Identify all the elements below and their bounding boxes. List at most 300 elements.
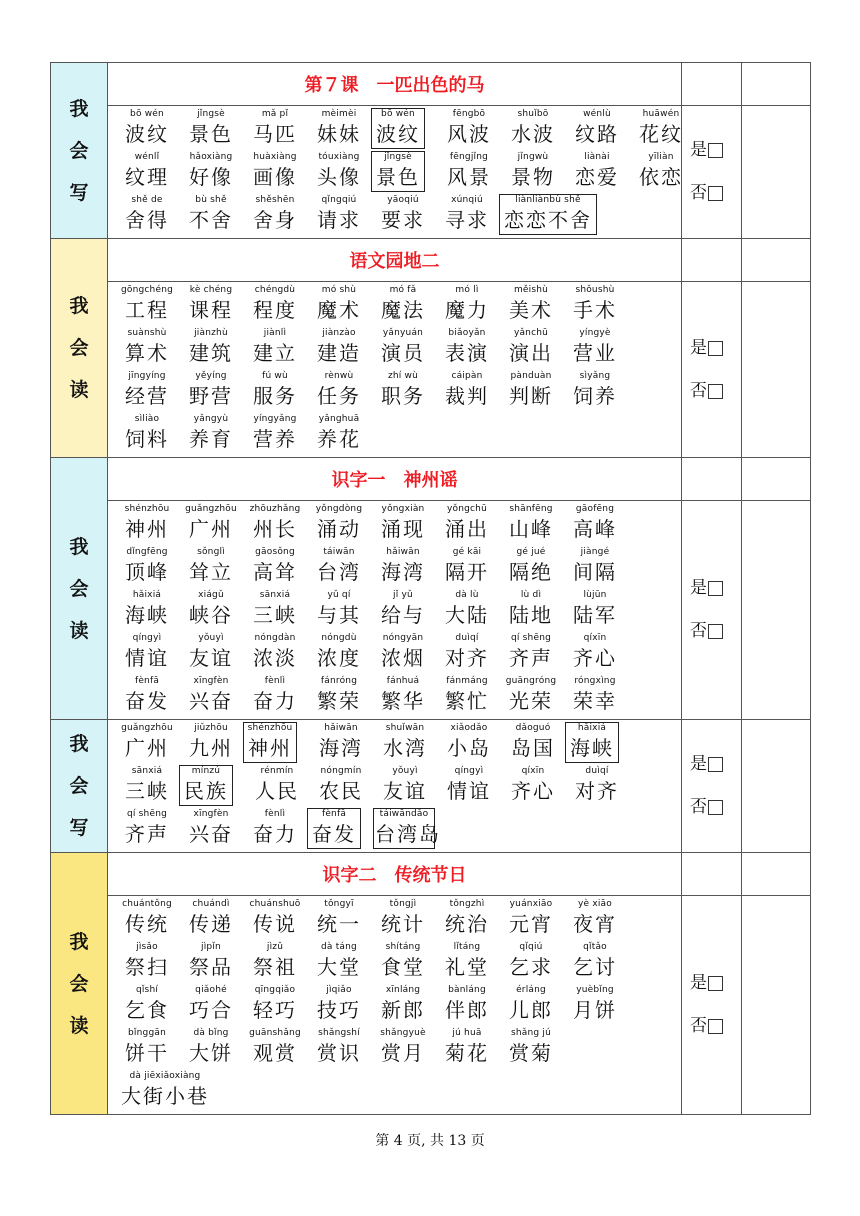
pinyin: fú wù [262,371,288,381]
hanzi: 奋发 [312,822,356,846]
vocab-word [565,109,629,148]
section-side-label [51,458,108,720]
pinyin: yǎnchū [513,328,549,338]
blank-cell [682,239,742,282]
blank-cell [742,501,811,720]
vocab-word [243,590,307,629]
pinyin: qǐqiú [519,942,543,952]
pinyin: táiwān [323,547,355,557]
hanzi: 台湾 [317,560,361,584]
pinyin: shǎng jú [511,1028,551,1038]
hanzi: 饼干 [125,1041,169,1065]
pinyin: fènlì [264,809,286,819]
pinyin: wénlù [583,109,611,119]
pinyin: rènwù [324,371,354,381]
word-row [115,195,681,238]
vocab-word [563,504,627,543]
vocab-word [371,1028,435,1067]
vocab-word [371,328,435,367]
vocab-word [179,328,243,367]
pinyin: qīngqiǎo [254,985,296,995]
pinyin: wénlǐ [134,152,160,162]
checklist-table [50,62,811,1115]
pinyin: sìyǎng [579,371,611,381]
vocab-word [435,899,499,938]
blank-cell [742,896,811,1115]
vocab-word [307,590,371,629]
vocab-word [501,723,565,762]
side-char: 我 [69,733,89,755]
pinyin: qí shēng [126,809,168,819]
pinyin: jǐngsè [384,152,412,162]
pinyin: nóngyān [382,633,424,643]
vocab-word [307,899,371,938]
boxed-word [307,808,361,849]
pinyin: shě de [131,195,163,205]
pinyin: guǎngzhōu [121,723,173,733]
pinyin: lǐtáng [453,942,481,952]
yes-option[interactable] [690,567,741,610]
hanzi: 波纹 [125,122,169,146]
pinyin: chuándì [192,899,230,909]
hanzi: 水波 [511,122,555,146]
vocab-word [115,590,179,629]
hanzi: 海湾 [319,736,363,760]
hanzi: 乞食 [125,998,169,1022]
side-char: 写 [69,817,89,839]
checkbox-icon[interactable] [708,976,723,991]
vocab-word [179,504,243,543]
vocab-word [435,633,499,672]
pinyin: xiǎodǎo [450,723,488,733]
pinyin: mó lì [455,285,479,295]
vocab-word [499,504,563,543]
pinyin: jìsǎo [136,942,158,952]
vocab-word [307,285,371,324]
hanzi: 元宵 [509,912,553,936]
pinyin: róngxìng [574,676,616,686]
hanzi: 马匹 [253,122,297,146]
vocab-word [115,676,179,715]
yes-option[interactable] [690,129,741,172]
pinyin: xiágǔ [198,590,224,600]
hanzi: 演员 [381,341,425,365]
hanzi: 裁判 [445,384,489,408]
word-row [115,547,681,590]
blank-cell [682,63,742,106]
pinyin: tǒngjì [389,899,417,909]
pinyin: érláng [516,985,546,995]
pinyin: lùjūn [583,590,607,600]
vocab-word [115,195,179,234]
pinyin: yǒuyì [198,633,224,643]
no-option[interactable] [690,610,741,653]
section-title: 语文园地二 [108,239,682,282]
hanzi: 营养 [253,427,297,451]
vocab-word [435,371,499,410]
option-label: 是 [690,754,707,774]
word-row [115,590,681,633]
vocab-word [371,504,435,543]
hanzi: 观赏 [253,1041,297,1065]
word-row [115,899,681,942]
vocab-word [243,985,307,1024]
vocab-word [179,547,243,586]
vocab-word [435,942,499,981]
hanzi: 恋爱 [575,165,619,189]
page-footer: 第 4 页, 共 13 页 [375,1133,485,1149]
vocab-word [115,328,179,367]
vocab-word [435,328,499,367]
pinyin: duìqí [455,633,479,643]
hanzi: 营业 [573,341,617,365]
hanzi: 光荣 [509,689,553,713]
vocab-word [371,985,435,1024]
vocab-word [435,504,499,543]
pinyin: bànláng [448,985,486,995]
hanzi: 伴郎 [445,998,489,1022]
hanzi: 经营 [125,384,169,408]
pinyin: shuǐbō [517,109,549,119]
hanzi: 舍身 [253,208,297,232]
vocab-word [563,899,627,938]
hanzi: 祭祖 [253,955,297,979]
pinyin: jīngyíng [128,371,166,381]
vocab-word [371,547,435,586]
pinyin: qiǎohé [195,985,227,995]
word-row [115,152,681,195]
hanzi: 景色 [189,122,233,146]
vocab-word [179,633,243,672]
vocab-word [501,109,565,148]
vocab-word [563,942,627,981]
pinyin: xīnláng [385,985,421,995]
boxed-word [565,722,619,763]
section-side-label [51,853,108,1115]
hanzi: 依恋 [639,165,683,189]
pinyin: guǎngzhōu [185,504,237,514]
hanzi: 涌现 [381,517,425,541]
vocab-word [115,809,179,848]
pinyin: qí shēng [510,633,552,643]
hanzi: 野营 [189,384,233,408]
hanzi: 传递 [189,912,233,936]
no-option[interactable] [690,1005,741,1048]
hanzi: 顶峰 [125,560,169,584]
section-title: 第７课 一匹出色的马 [108,63,682,106]
pinyin: yǔ qí [327,590,351,600]
pinyin: pànduàn [510,371,552,381]
checkbox-icon[interactable] [708,143,723,158]
hanzi: 饲养 [573,384,617,408]
hanzi: 手术 [573,298,617,322]
hanzi: 赏月 [381,1041,425,1065]
pinyin: yè xiāo [578,899,612,909]
vocab-word [115,942,179,981]
vocab-word [435,590,499,629]
blank-cell [742,282,811,458]
pinyin: nóngdàn [254,633,296,643]
vocab-word [307,1028,371,1067]
pinyin: bō wén [130,109,164,119]
boxed-word [179,765,233,806]
pinyin: chuánshuō [249,899,301,909]
word-area [108,501,682,720]
word-row [115,633,681,676]
blank-cell [742,63,811,106]
hanzi: 州长 [253,517,297,541]
vocab-word [307,504,371,543]
vocab-word [371,285,435,324]
pinyin: chéngdù [254,285,296,295]
option-label: 否 [690,380,707,401]
pinyin: fènfā [134,676,160,686]
hanzi: 表演 [445,341,489,365]
vocab-word [563,547,627,586]
no-option[interactable] [690,172,741,215]
boxed-word [371,108,425,149]
hanzi: 高耸 [253,560,297,584]
hanzi: 浓度 [317,646,361,670]
vocab-word [179,590,243,629]
pinyin: mó shù [321,285,357,295]
vocab-word [371,195,435,234]
pinyin: měishù [513,285,549,295]
yes-option[interactable] [690,327,741,370]
yes-option[interactable] [690,743,741,786]
blank-cell [742,458,811,501]
vocab-word [115,766,179,805]
hanzi: 养花 [317,427,361,451]
yes-option[interactable] [690,962,741,1005]
vocab-word [373,766,437,805]
checkbox-icon[interactable] [708,624,723,639]
pinyin: bō wén [381,109,415,119]
hanzi: 友谊 [189,646,233,670]
vocab-word [435,985,499,1024]
hanzi: 岛国 [511,736,555,760]
checkbox-icon[interactable] [708,1019,723,1034]
hanzi: 海峡 [570,736,614,760]
vocab-word [437,109,501,148]
hanzi: 饲料 [125,427,169,451]
pinyin: jìqiǎo [326,985,352,995]
vocab-word [243,547,307,586]
pinyin: fènlì [264,676,286,686]
pinyin: nóngmín [320,766,362,776]
pinyin: qíxīn [521,766,545,776]
hanzi: 兴奋 [189,822,233,846]
vocab-word [115,504,179,543]
hanzi: 食堂 [381,955,425,979]
vocab-word [115,633,179,672]
pinyin: yíngyǎng [253,414,297,424]
pinyin: shuǐwān [385,723,425,733]
pinyin: guānshǎng [249,1028,301,1038]
hanzi: 恋恋不舍 [504,208,592,232]
pinyin: yuánxiāo [509,899,553,909]
no-option[interactable] [690,370,741,413]
pinyin: chuántǒng [122,899,172,909]
pinyin: yǎngyù [193,414,229,424]
hanzi: 齐声 [125,822,169,846]
hanzi: 风波 [447,122,491,146]
hanzi: 波纹 [376,122,420,146]
vocab-word [563,676,627,715]
hanzi: 海湾 [381,560,425,584]
hanzi: 儿郎 [509,998,553,1022]
hanzi: 传统 [125,912,169,936]
vocab-word [373,723,437,762]
vocab-word [243,371,307,410]
boxed-word [499,194,597,235]
blank-cell [742,720,811,853]
hanzi: 神州 [248,736,292,760]
pinyin: hǎoxiàng [189,152,233,162]
pinyin: yīliàn [648,152,674,162]
vocab-word [499,371,563,410]
pinyin: mǎ pǐ [261,109,289,119]
option-label: 是 [690,337,707,358]
pinyin: dǎoguó [515,723,551,733]
vocab-word [245,766,309,805]
checkbox-icon[interactable] [708,384,723,399]
yes-no-check [682,501,742,720]
vocab-word [243,676,307,715]
side-char: 会 [69,775,89,797]
hanzi: 魔力 [445,298,489,322]
pinyin: jǐ yǔ [393,590,413,600]
hanzi: 统治 [445,912,489,936]
side-char: 读 [69,1014,89,1037]
no-option[interactable] [690,786,741,829]
checkbox-icon[interactable] [708,341,723,356]
pinyin: nóngdù [321,633,357,643]
hanzi: 赏识 [317,1041,361,1065]
vocab-word [115,414,179,453]
section-side-label [51,63,108,239]
word-area [108,282,682,458]
hanzi: 峡谷 [189,603,233,627]
vocab-word [371,942,435,981]
hanzi: 传说 [253,912,297,936]
side-char: 会 [69,139,89,162]
pinyin: jiànzhù [194,328,228,338]
pinyin: fènfā [321,809,347,819]
hanzi: 大陆 [445,603,489,627]
pinyin: fánróng [320,676,358,686]
checkbox-icon[interactable] [708,186,723,201]
pinyin: jǐngwù [517,152,549,162]
hanzi: 情谊 [125,646,169,670]
word-row [115,985,681,1028]
hanzi: 建造 [317,341,361,365]
hanzi: 奋力 [253,822,297,846]
hanzi: 夜宵 [573,912,617,936]
word-area [108,896,682,1115]
pinyin: dà jiēxiǎoxiàng [129,1071,201,1081]
hanzi: 齐心 [573,646,617,670]
option-label: 否 [690,1016,707,1036]
vocab-word [499,590,563,629]
vocab-word [499,285,563,324]
pinyin: hǎiwān [386,547,420,557]
pinyin: bǐnggān [128,1028,166,1038]
pinyin: dà lù [455,590,479,600]
hanzi: 大街小巷 [121,1084,209,1108]
vocab-word [499,676,563,715]
pinyin: duìqí [585,766,609,776]
word-row [115,504,681,547]
hanzi: 不舍 [189,208,233,232]
hanzi: 隔开 [445,560,489,584]
vocab-word [243,109,307,148]
pinyin: jìzǔ [266,942,284,952]
vocab-word [501,766,565,805]
hanzi: 海峡 [125,603,169,627]
vocab-word [115,985,179,1024]
hanzi: 花纹 [639,122,683,146]
vocab-word [243,809,307,848]
vocab-word [499,1028,563,1067]
checkbox-icon[interactable] [708,757,723,772]
pinyin: gōngchéng [120,285,174,295]
pinyin: fánhuá [386,676,420,686]
vocab-word [629,152,693,191]
pinyin: yuèbǐng [576,985,614,995]
pinyin: jiànzào [322,328,356,338]
vocab-word [115,109,179,148]
hanzi: 技巧 [317,998,361,1022]
pinyin: mó fǎ [389,285,417,295]
hanzi: 寻求 [445,208,489,232]
side-char: 我 [69,930,89,953]
word-row [115,809,681,852]
hanzi: 浓烟 [381,646,425,670]
hanzi: 奋发 [125,689,169,713]
boxed-word [243,722,297,763]
word-row [115,285,681,328]
vocab-word [243,504,307,543]
pinyin: rénmín [260,766,294,776]
pinyin: sānxiá [259,590,291,600]
vocab-word [243,195,307,234]
hanzi: 山峰 [509,517,553,541]
hanzi: 演出 [509,341,553,365]
pinyin: gé kāi [452,547,482,557]
checkbox-icon[interactable] [708,800,723,815]
option-label: 是 [690,578,707,598]
pinyin: xúnqiú [451,195,483,205]
hanzi: 对齐 [445,646,489,670]
vocab-word [499,633,563,672]
hanzi: 职务 [381,384,425,408]
blank-cell [742,106,811,239]
option-label: 否 [690,621,707,641]
blank-cell [742,239,811,282]
vocab-word [563,285,627,324]
side-char: 会 [69,577,89,600]
word-row [115,109,681,152]
section-title: 识字一 神州谣 [108,458,682,501]
checkbox-icon[interactable] [708,581,723,596]
pinyin: hǎiwān [324,723,358,733]
hanzi: 任务 [317,384,361,408]
pinyin: jiànlì [263,328,287,338]
vocab-word [307,676,371,715]
vocab-word [115,1028,179,1067]
side-char: 会 [69,972,89,995]
